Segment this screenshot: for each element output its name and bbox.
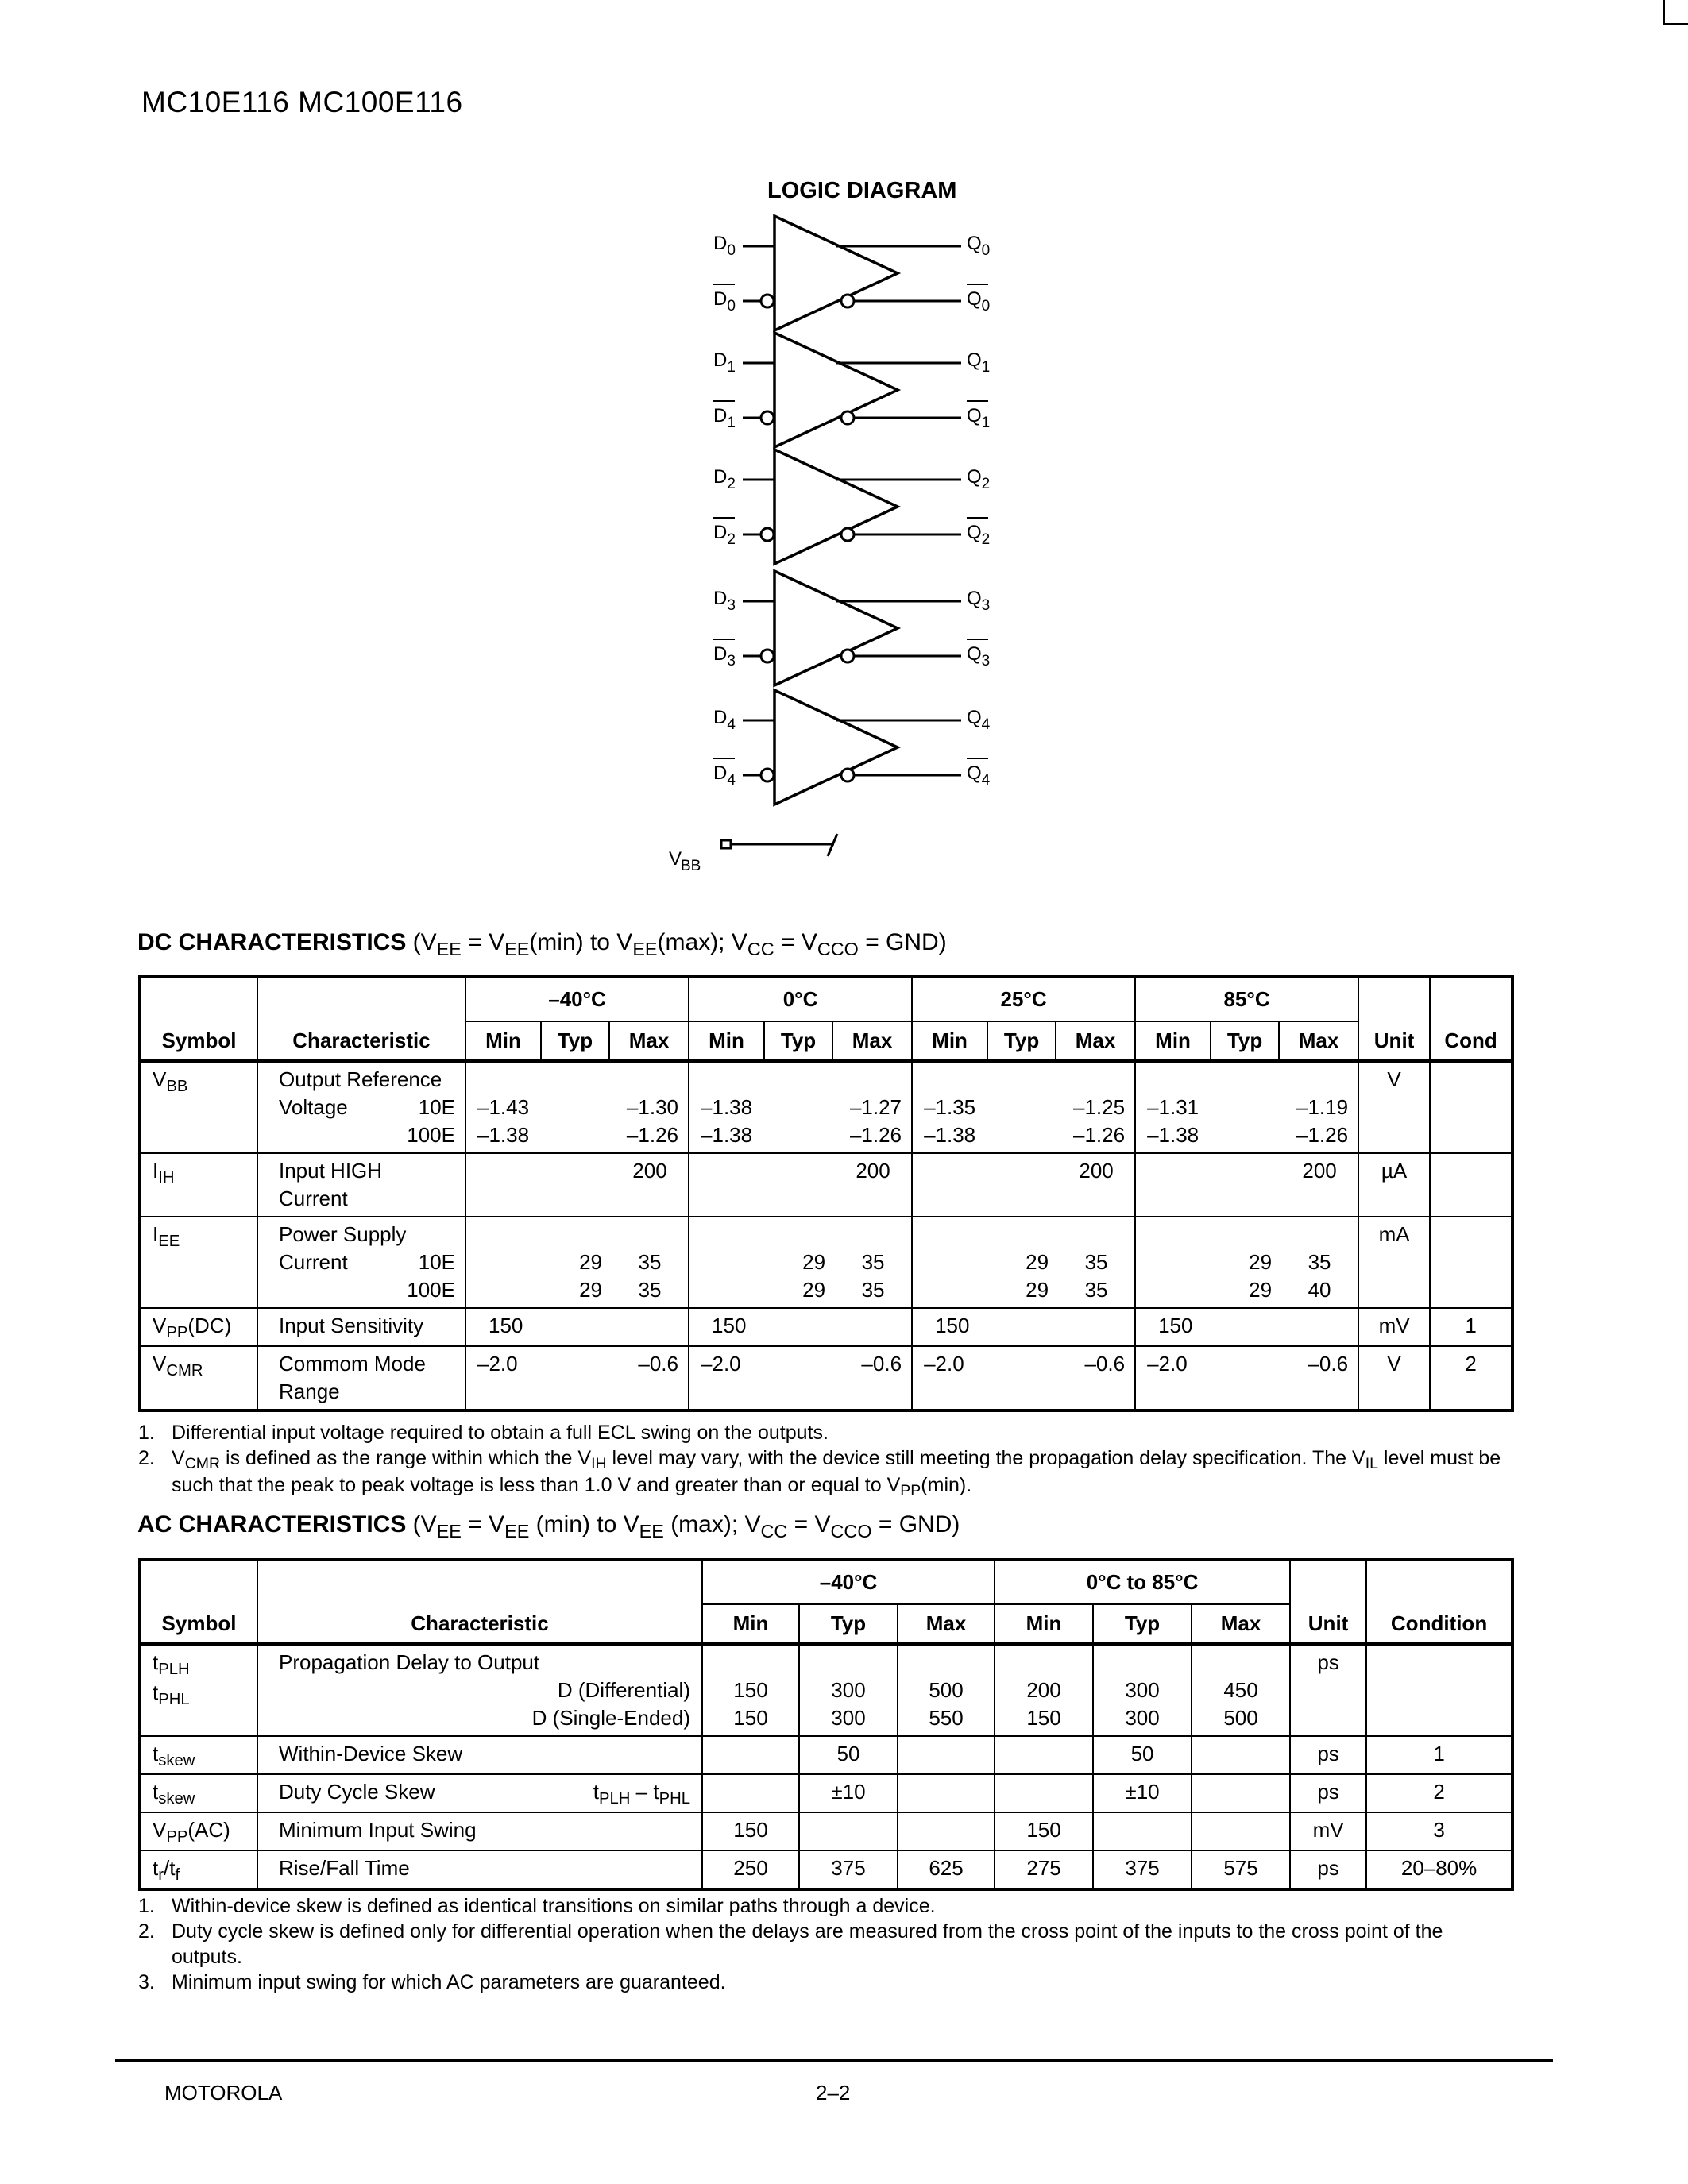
dc-header-blank	[140, 977, 257, 1021]
dc-row	[140, 1346, 1512, 1410]
ac-value	[1192, 1736, 1290, 1774]
dc-values-3: 150	[1135, 1308, 1358, 1346]
ac-col-unit: Unit	[1290, 1604, 1366, 1644]
ac-condition: 20–80%	[1366, 1850, 1512, 1889]
ac-condition: 3	[1366, 1812, 1512, 1850]
dc-temp-header-2: 25°C	[912, 977, 1135, 1021]
dc-characteristic: Power Supply Current 10E 100E	[257, 1217, 465, 1308]
ac-condition	[1366, 1644, 1512, 1736]
dc-col-min: Min	[1135, 1021, 1211, 1061]
ac-value: 375	[1093, 1850, 1192, 1889]
ac-value: 250	[702, 1850, 799, 1889]
ac-col-min: Min	[702, 1604, 799, 1644]
ac-header-row-temps	[140, 1560, 1512, 1604]
ac-value	[898, 1812, 995, 1850]
ac-value	[702, 1774, 799, 1812]
ac-symbol: $t_{skew}$	[140, 1736, 257, 1774]
label-q1: $Q_1$	[967, 349, 991, 376]
ac-value	[995, 1774, 1093, 1812]
ac-symbol: $t_r/t_f$	[140, 1850, 257, 1889]
dc-characteristic: Input Sensitivity	[257, 1308, 465, 1346]
label-d0-bar: $D_0$	[713, 288, 736, 314]
ac-row	[140, 1812, 1512, 1850]
ac-characteristic: Duty Cycle Skew $t_{PLH} - t_{PHL}$	[257, 1774, 702, 1812]
ac-notes	[138, 1893, 1511, 1995]
ac-note	[138, 1970, 1511, 1995]
label-d2: $D_2$	[713, 466, 736, 492]
dc-cond: 2	[1430, 1346, 1512, 1410]
dc-col-min: Min	[912, 1021, 987, 1061]
ac-col-symbol: Symbol	[140, 1604, 257, 1644]
buffer-gate-0	[713, 216, 990, 330]
ac-value	[898, 1736, 995, 1774]
ac-unit: ps	[1290, 1774, 1366, 1812]
label-d1-bar: $D_1$	[713, 405, 736, 431]
ac-header-blank	[140, 1560, 257, 1604]
dc-characteristics-title: DC CHARACTERISTICS ($V_{EE} = V_{EE}(\min)$ to $V_{EE}(\max)$; $V_{CC} = V_{CCO} = GND$)	[137, 929, 947, 959]
ac-value: 625	[898, 1850, 995, 1889]
svg-text:BB: BB	[681, 858, 701, 874]
note-number: 3.	[138, 1971, 155, 1993]
dc-values-0: 29 35 29 35	[465, 1217, 689, 1308]
note-text: Minimum input swing for which AC parameters are guaranteed.	[172, 1971, 726, 1993]
dc-note	[138, 1445, 1511, 1499]
dc-col-max: Max	[609, 1021, 689, 1061]
dc-values-1: –1.38 –1.27 –1.38 –1.26	[689, 1061, 912, 1153]
dc-col-min: Min	[465, 1021, 541, 1061]
dc-symbol: $I_{EE}$	[140, 1217, 257, 1308]
dc-values-2: –2.0 –0.6	[912, 1346, 1135, 1410]
ac-symbol: $V_{PP}(AC)$	[140, 1812, 257, 1850]
dc-unit: µA	[1358, 1153, 1430, 1217]
ac-temp-header-1: 0°C to 85°C	[995, 1560, 1290, 1604]
ac-value: 300 300	[799, 1644, 898, 1736]
ac-note	[138, 1919, 1511, 1970]
dc-unit: mA	[1358, 1217, 1430, 1308]
dc-values-3: 29 35 29 40	[1135, 1217, 1358, 1308]
ac-value	[799, 1812, 898, 1850]
buffer-gate-3	[713, 571, 990, 685]
ac-col-typ: Typ	[799, 1604, 898, 1644]
ac-note	[138, 1893, 1511, 1919]
dc-row	[140, 1308, 1512, 1346]
dc-values-0: 200	[465, 1153, 689, 1217]
label-d0: $D_0$	[713, 233, 736, 259]
dc-col-max: Max	[1056, 1021, 1135, 1061]
dc-col-typ: Typ	[541, 1021, 609, 1061]
label-q0: $Q_0$	[967, 233, 991, 259]
dc-col-typ: Typ	[1211, 1021, 1279, 1061]
dc-header-blank	[1430, 977, 1512, 1021]
ac-value: 50	[799, 1736, 898, 1774]
dc-col-characteristic: Characteristic	[257, 1021, 465, 1061]
ac-row	[140, 1736, 1512, 1774]
dc-row	[140, 1061, 1512, 1153]
ac-header-blank	[1366, 1560, 1512, 1604]
ac-col-min: Min	[995, 1604, 1093, 1644]
ac-symbol: $t_{PLH}$ $t_{PHL}$	[140, 1644, 257, 1736]
label-d3-bar: $D_3$	[713, 643, 736, 669]
dc-characteristic: Commom Mode Range	[257, 1346, 465, 1410]
ac-row	[140, 1850, 1512, 1889]
label-q0-bar: $Q_0$	[967, 288, 991, 314]
dc-row	[140, 1217, 1512, 1308]
dc-values-3: –1.31 –1.19 –1.38 –1.26	[1135, 1061, 1358, 1153]
dc-characteristics-table	[138, 975, 1514, 1412]
dc-col-max: Max	[1279, 1021, 1358, 1061]
dc-values-3: –2.0 –0.6	[1135, 1346, 1358, 1410]
dc-characteristic: Output Reference Voltage 10E 100E	[257, 1061, 465, 1153]
ac-value: 500 550	[898, 1644, 995, 1736]
dc-header-row-temps	[140, 977, 1512, 1021]
dc-values-1: 150	[689, 1308, 912, 1346]
label-d3: $D_3$	[713, 588, 736, 614]
dc-cond	[1430, 1153, 1512, 1217]
dc-col-typ: Typ	[764, 1021, 832, 1061]
dc-note	[138, 1420, 1511, 1445]
page-number: 2–2	[816, 2081, 851, 2105]
dc-col-max: Max	[832, 1021, 912, 1061]
ac-value: 150 150	[702, 1644, 799, 1736]
ac-value: 375	[799, 1850, 898, 1889]
ac-col-characteristic: Characteristic	[257, 1604, 702, 1644]
logic-diagram	[659, 176, 1009, 875]
label-q4: $Q_4$	[967, 707, 991, 733]
footer-rule	[115, 2059, 1553, 2062]
ac-value	[702, 1736, 799, 1774]
dc-values-3: 200	[1135, 1153, 1358, 1217]
ac-col-typ: Typ	[1093, 1604, 1192, 1644]
note-text: $V_{CMR}$ is defined as the range within which the $V_{IH}$ level may vary, with the device still meeting the propagation delay specification. The $V_{IL}$ level must be such that the peak to peak voltage is less than 1.0 V and greater than or equal to $V_{PP}(\min)$.	[172, 1447, 1501, 1500]
ac-header-blank	[257, 1560, 702, 1604]
dc-header-blank	[1358, 977, 1430, 1021]
ac-temp-header-0: –40°C	[702, 1560, 995, 1604]
dc-cond	[1430, 1217, 1512, 1308]
ac-col-condition: Condition	[1366, 1604, 1512, 1644]
ac-unit: mV	[1290, 1812, 1366, 1850]
buffer-gate-2	[713, 450, 990, 564]
dc-characteristic: Input HIGH Current	[257, 1153, 465, 1217]
dc-col-min: Min	[689, 1021, 764, 1061]
note-text: Differential input voltage required to obtain a full ECL swing on the outputs.	[172, 1422, 829, 1444]
ac-header-blank	[1290, 1560, 1366, 1604]
dc-values-0: 150	[465, 1308, 689, 1346]
label-q2: $Q_2$	[967, 466, 991, 492]
dc-unit: V	[1358, 1061, 1430, 1153]
ac-characteristics-title: AC CHARACTERISTICS ($V_{EE} = V_{EE}$ (min) to $V_{EE}$ (max); $V_{CC} = V_{CCO} = GND$)	[137, 1511, 960, 1542]
svg-text:V: V	[669, 848, 682, 870]
ac-value	[1192, 1774, 1290, 1812]
ac-col-max: Max	[1192, 1604, 1290, 1644]
note-number: 1.	[138, 1895, 155, 1917]
dc-col-cond: Cond	[1430, 1021, 1512, 1061]
dc-cond	[1430, 1061, 1512, 1153]
note-text: Duty cycle skew is defined only for differential operation when the delays are measured from the cross point of the inputs to the cross point of the outputs.	[172, 1920, 1443, 1968]
dc-col-unit: Unit	[1358, 1021, 1430, 1061]
note-number: 1.	[138, 1422, 155, 1444]
dc-temp-header-3: 85°C	[1135, 977, 1358, 1021]
dc-values-1: 29 35 29 35	[689, 1217, 912, 1308]
dc-col-symbol: Symbol	[140, 1021, 257, 1061]
dc-unit: mV	[1358, 1308, 1430, 1346]
ac-value: 150	[995, 1812, 1093, 1850]
dc-values-2: 29 35 29 35	[912, 1217, 1135, 1308]
ac-characteristic: Propagation Delay to Output D (Differential) D (Single-Ended)	[257, 1644, 702, 1736]
dc-header-blank	[257, 977, 465, 1021]
label-q4-bar: $Q_4$	[967, 762, 991, 789]
buffer-gate-4	[713, 690, 991, 805]
dc-col-typ: Typ	[987, 1021, 1056, 1061]
ac-value: 275	[995, 1850, 1093, 1889]
footer-brand: MOTOROLA	[164, 2081, 283, 2105]
label-d2-bar: $D_2$	[713, 522, 736, 548]
ac-value: 50	[1093, 1736, 1192, 1774]
label-q1-bar: $Q_1$	[967, 405, 991, 431]
dc-symbol: $V_{PP}(DC)$	[140, 1308, 257, 1346]
label-q3: $Q_3$	[967, 588, 991, 614]
dc-cond: 1	[1430, 1308, 1512, 1346]
ac-value: ±10	[1093, 1774, 1192, 1812]
dc-values-1: –2.0 –0.6	[689, 1346, 912, 1410]
ac-value	[898, 1774, 995, 1812]
ac-symbol: $t_{skew}$	[140, 1774, 257, 1812]
dc-notes	[138, 1420, 1511, 1499]
buffer-gate-1	[713, 333, 990, 447]
ac-value: 150	[702, 1812, 799, 1850]
dc-values-2: 150	[912, 1308, 1135, 1346]
ac-value	[1093, 1812, 1192, 1850]
dc-row	[140, 1153, 1512, 1217]
label-q3-bar: $Q_3$	[967, 643, 991, 669]
ac-row	[140, 1774, 1512, 1812]
vbb-pin	[669, 834, 837, 874]
ac-value: ±10	[799, 1774, 898, 1812]
ac-value: 450 500	[1192, 1644, 1290, 1736]
dc-unit: V	[1358, 1346, 1430, 1410]
dc-symbol: $V_{BB}$	[140, 1061, 257, 1153]
dc-temp-header-0: –40°C	[465, 977, 689, 1021]
ac-unit: ps	[1290, 1736, 1366, 1774]
ac-unit: ps	[1290, 1644, 1366, 1736]
ac-value	[995, 1736, 1093, 1774]
label-d4: $D_4$	[713, 707, 736, 733]
dc-values-0: –2.0 –0.6	[465, 1346, 689, 1410]
dc-values-2: 200	[912, 1153, 1135, 1217]
ac-row	[140, 1644, 1512, 1736]
dc-values-0: –1.43 –1.30 –1.38 –1.26	[465, 1061, 689, 1153]
dc-temp-header-1: 0°C	[689, 977, 912, 1021]
note-text: Within-device skew is defined as identical transitions on similar paths through a device.	[172, 1895, 936, 1917]
ac-characteristic: Rise/Fall Time	[257, 1850, 702, 1889]
dc-symbol: $I_{IH}$	[140, 1153, 257, 1217]
ac-value: 575	[1192, 1850, 1290, 1889]
ac-condition: 2	[1366, 1774, 1512, 1812]
label-d4-bar: $D_4$	[713, 762, 736, 789]
page-title: MC10E116 MC100E116	[141, 86, 463, 118]
ac-characteristic: Minimum Input Swing	[257, 1812, 702, 1850]
ac-characteristics-table	[138, 1558, 1514, 1891]
dc-symbol: $V_{CMR}$	[140, 1346, 257, 1410]
note-number: 2.	[138, 1920, 155, 1943]
corner-crop-mark	[1663, 0, 1688, 25]
ac-value: 200 150	[995, 1644, 1093, 1736]
label-d1: $D_1$	[713, 349, 736, 376]
ac-header-row	[140, 1604, 1512, 1644]
ac-unit: ps	[1290, 1850, 1366, 1889]
ac-value: 300 300	[1093, 1644, 1192, 1736]
logic-diagram-title: LOGIC DIAGRAM	[767, 178, 957, 203]
dc-values-2: –1.35 –1.25 –1.38 –1.26	[912, 1061, 1135, 1153]
ac-value	[1192, 1812, 1290, 1850]
dc-values-1: 200	[689, 1153, 912, 1217]
note-number: 2.	[138, 1447, 155, 1469]
label-q2-bar: $Q_2$	[967, 522, 991, 548]
ac-characteristic: Within-Device Skew	[257, 1736, 702, 1774]
ac-col-max: Max	[898, 1604, 995, 1644]
dc-header-row	[140, 1021, 1512, 1061]
ac-condition: 1	[1366, 1736, 1512, 1774]
